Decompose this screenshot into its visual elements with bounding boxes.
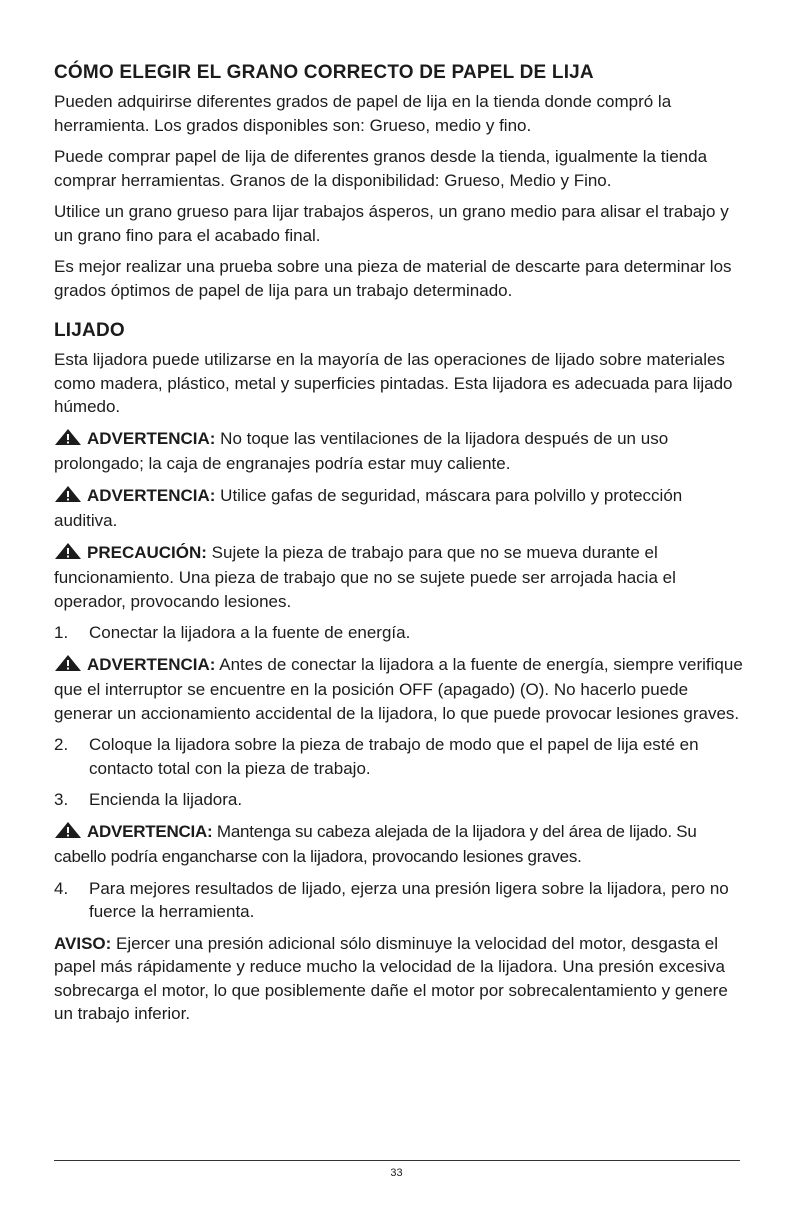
step-text: Coloque la lijadora sobre la pieza de trabajo de modo que el papel de lija esté en contacto total con la pieza de trabajo. (89, 735, 699, 778)
warning-ppe (54, 484, 744, 533)
notice-label: AVISO: (54, 933, 112, 953)
step-item (54, 877, 744, 924)
warning-vents (54, 427, 744, 476)
paragraph: Utilice un grano grueso para lijar trabajos ásperos, un grano medio para alisar el trabajo y un grano fino para el acabado final. (54, 202, 729, 245)
step-text: Conectar la lijadora a la fuente de energía. (89, 623, 411, 642)
manual-page (54, 62, 744, 1034)
caution-label: PRECAUCIÓN: (87, 542, 207, 562)
page-number: 33 (390, 1167, 403, 1179)
paragraph: Pueden adquirirse diferentes grados de papel de lija en la tienda donde compró la herramienta. Los grados disponibles son: Grueso, medio y fino. (54, 92, 672, 135)
step-text: Para mejores resultados de lijado, ejerza una presión ligera sobre la lijadora, pero no fuerce la herramienta. (89, 878, 729, 921)
warning-hair (54, 820, 744, 869)
notice-text: Ejercer una presión adicional sólo disminuye la velocidad del motor, desgasta el papel más rápidamente y reduce mucho la velocidad de la lijadora. Una presión excesiva sobrecarga el motor, lo que posiblemente dañe el motor por sobrecalentamiento y genere un trabajo inferior. (54, 933, 728, 1023)
warning-power-switch (54, 653, 744, 726)
paragraph: Es mejor realizar una prueba sobre una pieza de material de descarte para determinar los grados óptimos de papel de lija para un trabajo determinado. (54, 257, 732, 300)
caution-workpiece (54, 541, 744, 614)
paragraph: Puede comprar papel de lija de diferentes granos desde la tienda, igualmente la tienda comprar herramientas. Granos de la disponibilidad: Grueso, Medio y Fino. (54, 147, 708, 190)
warning-icon (54, 485, 84, 510)
step-number: 1. (54, 623, 69, 642)
warning-label: ADVERTENCIA: (87, 654, 216, 674)
paragraph: Esta lijadora puede utilizarse en la mayoría de las operaciones de lijado sobre materiales como madera, plástico, metal y superficies pintadas. Esta lijadora es adecuada para lijado húmedo. (54, 350, 733, 416)
warning-label: ADVERTENCIA: (87, 485, 216, 505)
step-text: Encienda la lijadora. (89, 790, 243, 809)
step-number: 3. (54, 790, 69, 809)
warning-icon (54, 428, 84, 453)
warning-icon (54, 654, 84, 679)
warning-text: Antes de conectar la lijadora a la fuente de energía, siempre verifique que el interruptor se encuentre en la posición OFF (apagado) (O). No hacerlo puede generar un accionamiento accidental de la lijadora, lo que puede provocar lesiones graves. (54, 654, 743, 723)
caution-icon (54, 542, 84, 567)
notice-pressure (54, 932, 744, 1026)
warning-text: Utilice gafas de seguridad, máscara para polvillo y protección auditiva. (54, 485, 683, 530)
warning-label: ADVERTENCIA: (87, 821, 213, 841)
section-heading-grit: CÓMO ELEGIR EL GRANO CORRECTO DE PAPEL DE LIJA (54, 62, 594, 83)
step-item (54, 788, 744, 812)
section-heading-sanding: LIJADO (54, 320, 125, 341)
step-number: 4. (54, 878, 69, 898)
warning-icon (54, 821, 84, 846)
warning-text: Mantenga su cabeza alejada de la lijadora y del área de lijado. Su cabello podría engancharse con la lijadora, provocando lesiones graves. (54, 821, 697, 866)
warning-text: No toque las ventilaciones de la lijadora después de un uso prolongado; la caja de engranajes podría estar muy caliente. (54, 428, 669, 473)
footer-divider (54, 1160, 740, 1161)
step-item (54, 733, 744, 780)
step-item (54, 621, 744, 645)
step-number: 2. (54, 735, 69, 754)
warning-label: ADVERTENCIA: (87, 428, 216, 448)
caution-text: Sujete la pieza de trabajo para que no se mueva durante el funcionamiento. Una pieza de trabajo que no se sujete puede ser arrojada hacia el operador, provocando lesiones. (54, 542, 676, 611)
